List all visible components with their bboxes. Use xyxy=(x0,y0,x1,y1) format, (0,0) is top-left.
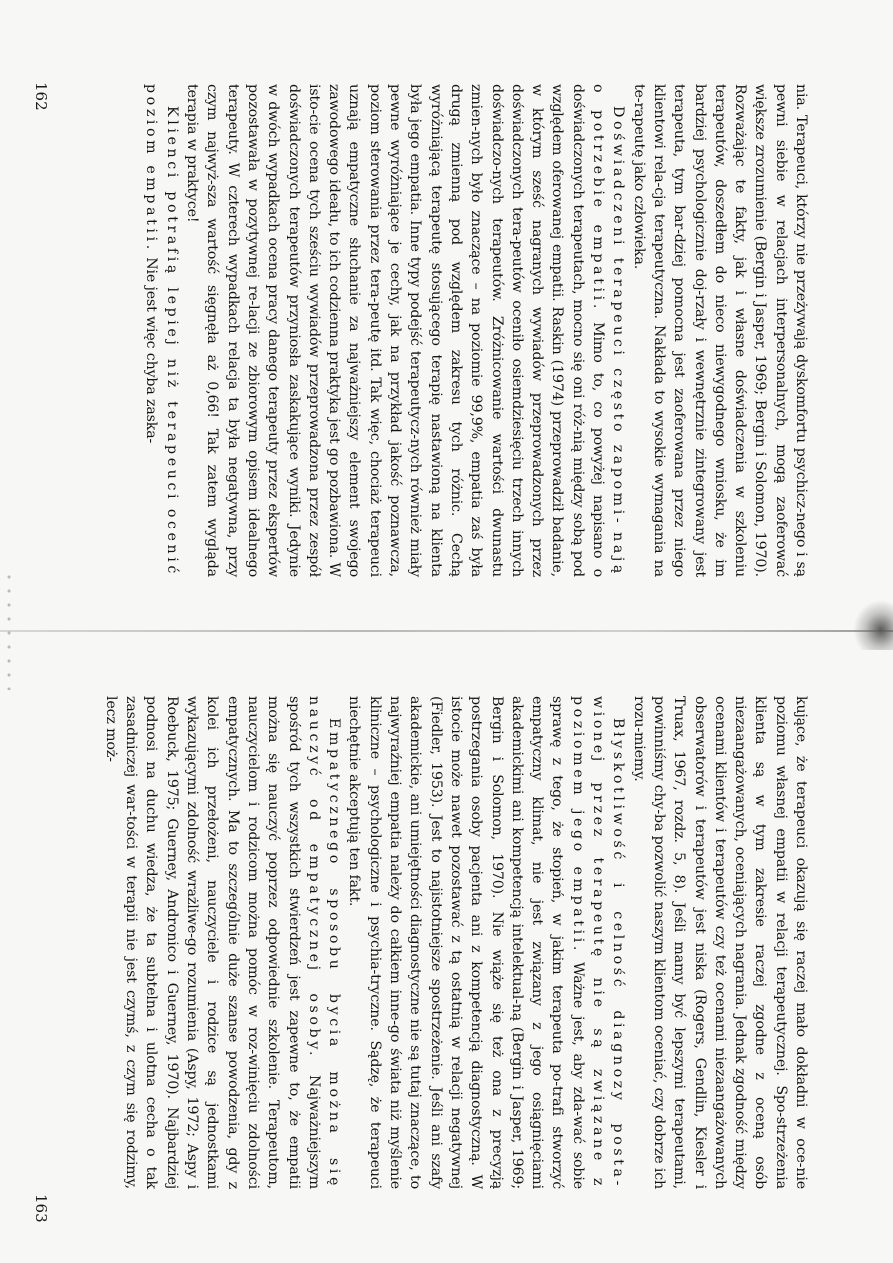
spaced-lead: nają o potrzebie empatii. xyxy=(590,84,627,577)
paragraph: nia. Terapeuci, którzy nie przeżywają dyskomfortu psychicz-nego i są pewni siebie w relacjach interpersonalnych, mogą zaoferować większe zrozumienie (Bergin i Jasper, 1969; Bergin i Solomon, 1970). Rozważając te fakty, jak i własne doświadczenia w szkoleniu terapeutów, doszedłem do nieco niewygodnego wniosku, że im bardziej psychologicznie doj-rzały i wewnętrznie zintegrowany jest terapeuta, tym bar-dziej pomocna jest zaoferowana przez niego klientowi rela-cja terapeutyczna. Nakłada to wysokie wymagania na te-rapeutę jako człowieka. xyxy=(630,84,809,577)
paragraph-text: napisano o doświadczonych terapeutach, mocno się oni róż-nią między sobą pod względem oferowanej empatii. Raskin (1974) przeprowadził badanie, w którym sześć nagranych wywiadów przeprowadzonych przez doświadczonych tera-peutów oceniło osiemdziesięciu trzech innych doświadczo-nych terapeutów. Zróżnicowanie wartości dwunastu zmien-nych było znaczące – na poziomie 99,9%, empatia zaś była drugą zmienną pod względem zakresu tych różnic. Cechą wyróżniającą terapeutę stosującego terapię nastawioną na klienta była jego empatia. Inne typy podejść terapeutycz-nych również miały pewne wyróżniające je cechy, jak na przykład jakość poznawcza, poziom sterowania przez tera-peutę itd. Tak więc, chociaż terapeuci uznają empatyczne słuchanie za najważniejszy element swojego zawodowego ideału, to ich codzienna praktyka jest go pozbawiona. W isto-cie ocena tych sześciu wywiadów przeprowadzona przez zespół doświadczonych terapeutów przyniosła zaskakujące wyniki. Jedynie w dwóch wypadkach ocena pracy danego terapeuty przez ekspertów pozostawała w pozytywnej re-lacji ze zbiorowym opisem idealnego terapeuty. W czterech wypadkach relacja ta była negatywna, przy czym najwyż-sza wartość sięgnęła aż 0,66! Tak zatem wygląda terapia w praktyce! xyxy=(184,84,607,577)
spaced-lead: Empatycznego sposobu bycia można się xyxy=(326,718,343,1189)
spaced-lead: z poziomem jego empatii. xyxy=(569,696,607,1189)
paragraph-text: Ważne jest, aby zda-wać sobie sprawę z tego, że stopień, w jakim terapeuta po-trafi stworzyć empatyczny klimat, nie jest związany z jego osiągnięciami akademickimi ani kompetencją intelektual-ną (Bergin i Jasper, 1969; Bergin i Solomon, 1970). Nie wiąże się też ona z precyzją postrzegania osoby pacjenta ani z kompetencją diagnostyczną. W istocie może nawet pozostawać z tą ostatnią w relacji negatywnej (Fiedler, 1953). Jest to najistotniejsze spostrzeżenie. Jeśli ani szafy akademickie, ani umiejętności diagnostyczne nie są tutaj znaczące, to najwyraźniej empatia należy do całkiem inne-go świata niż myślenie kliniczne – psychologiczne i psychia-tryczne. Sądzę, że terapeuci niechętnie akceptują ten fakt. xyxy=(346,696,586,1190)
paragraph-text: Nie jest więc chyba zaska- xyxy=(143,257,160,444)
right-text-column xyxy=(101,696,811,1189)
page-number: 163 xyxy=(32,1194,50,1223)
page-number: 162 xyxy=(32,82,50,111)
paragraph-text: Najważniejszym spośród tych wszystkich stwierdzeń jest zapewne to, że empatii można się nauczyć poprzez odpowiednie szkolenie. Terapeutom, nauczycielom i rodzicom można pomóc w roz-winięciu zdolności empatycznych. Ma to szczególnie duże szanse powodzenia, gdy z kolei ich przełożeni, nauczyciele i rodzice są jednostkami wykazującymi zdolność wrażliwe-go rozumienia (Aspy, 1972; Aspy i Roebuck, 1975; Guerney, Andronico i Guerney, 1970). Najbardziej podnosi na duchu wiedza, że ta subtelna i ulotna cecha o tak zasadniczej war-tości w terapii nie jest czymś, z czym się rodzimy, lecz moż- xyxy=(102,696,322,1189)
spaced-lead: Klienci potrafią lepiej niż terapeuci xyxy=(163,106,180,503)
left-text-column xyxy=(141,84,811,577)
paragraph-diagnosis xyxy=(344,696,628,1189)
right-page xyxy=(0,632,893,1263)
spaced-lead: Doświadczeni terapeuci często zapomi- xyxy=(610,106,627,527)
left-page xyxy=(0,0,893,631)
spaced-lead: Błyskotliwość i celność diagnozy posta- xyxy=(610,718,627,1189)
paragraph-clients-judge xyxy=(141,84,182,577)
spaced-lead: nauczyć od empatycznej osoby. xyxy=(305,696,322,1060)
paragraph-text: Mimo to, co powyżej xyxy=(590,311,607,485)
spaced-lead: ocenić poziom empatii. xyxy=(143,84,180,577)
paragraph: kujące, że terapeuci okazują się raczej mało dokładni w oce-nie poziomu własnej empatii w relacji terapeutycznej. Spo-strzeżenia klienta są w tym zakresie raczej zgodne z oceną osób niezaangażowanych, oceniających nagrania. Jednak zgodność między ocenami klientów i terapeutów czy też ocenami niezaangażowanych obserwatorów i terapeutów jest niska (Rogers, Gendlin, Kiesler i Truax, 1967, rozdz. 5, 8). Jeśli mamy być lepszymi terapeutami, powinniśmy chy-ba pozwolić naszym klientom oceniać, czy dobrze ich rozu-miemy. xyxy=(630,696,809,1189)
spaced-lead: wionej przez terapeutę nie są związane xyxy=(590,696,607,1164)
paragraph-empathy-forgotten xyxy=(182,84,629,577)
paragraph-learning xyxy=(101,696,345,1189)
